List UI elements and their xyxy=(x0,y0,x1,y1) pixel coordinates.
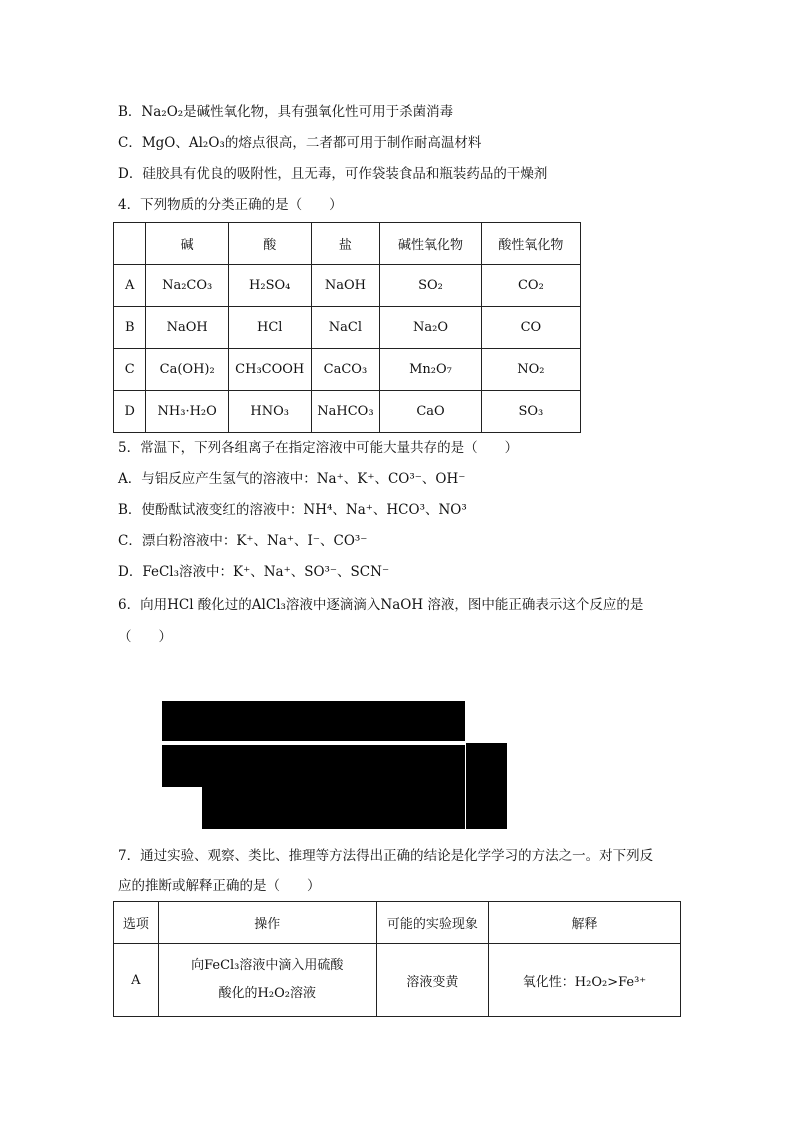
table-cell: D xyxy=(114,391,146,433)
question-5: 5．常温下，下列各组离子在指定溶液中可能大量共存的是（ ） xyxy=(118,440,519,456)
table-row xyxy=(114,307,581,349)
experiment-table xyxy=(113,901,681,1017)
table-row xyxy=(114,265,581,307)
table-cell: HCl xyxy=(228,307,311,349)
table-cell: 碱 xyxy=(146,223,228,265)
table-cell: 向FeCl₃溶液中滴入用硫酸酸化的H₂O₂溶液 xyxy=(158,944,376,1017)
option-c: C．MgO、Al₂O₃的熔点很高，二者都可用于制作耐高温材料 xyxy=(118,135,482,151)
table-cell: Mn₂O₇ xyxy=(380,349,482,391)
table-cell: NO₂ xyxy=(481,349,580,391)
table-cell: 氧化性：H₂O₂>Fe³⁺ xyxy=(488,944,680,1017)
question-7-continued: 应的推断或解释正确的是（ ） xyxy=(118,878,321,894)
table-cell: 酸性氧化物 xyxy=(481,223,580,265)
table-cell: A xyxy=(114,944,159,1017)
table-cell: CaCO₃ xyxy=(311,349,380,391)
table-cell: Na₂CO₃ xyxy=(146,265,228,307)
table-header-row xyxy=(114,223,581,265)
table-cell: A xyxy=(114,265,146,307)
table-cell: NaCl xyxy=(311,307,380,349)
question-6: 6．向用HCl 酸化过的AlCl₃溶液中逐滴滴入NaOH 溶液，图中能正确表示这个反应的是 xyxy=(118,597,644,613)
table-cell: Na₂O xyxy=(380,307,482,349)
question-5-option-a: A．与铝反应产生氢气的溶液中：Na⁺、K⁺、CO³⁻、OH⁻ xyxy=(118,471,466,487)
table-cell: CO xyxy=(481,307,580,349)
table-cell: Ca(OH)₂ xyxy=(146,349,228,391)
option-b: B．Na₂O₂是碱性氧化物，具有强氧化性可用于杀菌消毒 xyxy=(118,104,454,120)
table-cell: HNO₃ xyxy=(228,391,311,433)
question-6-blank: （ ） xyxy=(118,629,172,645)
table-cell: 溶液变黄 xyxy=(376,944,488,1017)
table-row xyxy=(114,349,581,391)
table-cell: B xyxy=(114,307,146,349)
table-cell: SO₃ xyxy=(481,391,580,433)
question-7: 7．通过实验、观察、类比、推理等方法得出正确的结论是化学学习的方法之一。对下列反 xyxy=(118,848,654,864)
question-5-option-b: B．使酚酞试液变红的溶液中：NH⁴、Na⁺、HCO³、NO³ xyxy=(118,502,467,518)
table-header-row xyxy=(114,902,681,944)
table-cell: H₂SO₄ xyxy=(228,265,311,307)
question-5-option-c: C．漂白粉溶液中：K⁺、Na⁺、I⁻、CO³⁻ xyxy=(118,533,368,549)
table-cell: 可能的实验现象 xyxy=(376,902,488,944)
table-cell: SO₂ xyxy=(380,265,482,307)
table-cell: NH₃·H₂O xyxy=(146,391,228,433)
table-row xyxy=(114,944,681,1017)
table-cell xyxy=(114,223,146,265)
table-cell: CaO xyxy=(380,391,482,433)
table-cell: 酸 xyxy=(228,223,311,265)
table-cell: NaHCO₃ xyxy=(311,391,380,433)
table-cell: 盐 xyxy=(311,223,380,265)
table-cell: 解释 xyxy=(488,902,680,944)
table-row xyxy=(114,391,581,433)
table-cell: 选项 xyxy=(114,902,159,944)
classification-table xyxy=(113,222,581,433)
table-cell: C xyxy=(114,349,146,391)
table-cell: NaOH xyxy=(146,307,228,349)
table-cell: 碱性氧化物 xyxy=(380,223,482,265)
table-cell: CH₃COOH xyxy=(228,349,311,391)
table-cell: NaOH xyxy=(311,265,380,307)
option-d: D．硅胶具有优良的吸附性，且无毒，可作袋装食品和瓶装药品的干燥剂 xyxy=(118,166,548,182)
table-cell: CO₂ xyxy=(481,265,580,307)
question-5-option-d: D．FeCl₃溶液中：K⁺、Na⁺、SO³⁻、SCN⁻ xyxy=(118,564,390,580)
question-4: 4．下列物质的分类正确的是（ ） xyxy=(118,197,343,213)
table-cell: 操作 xyxy=(158,902,376,944)
